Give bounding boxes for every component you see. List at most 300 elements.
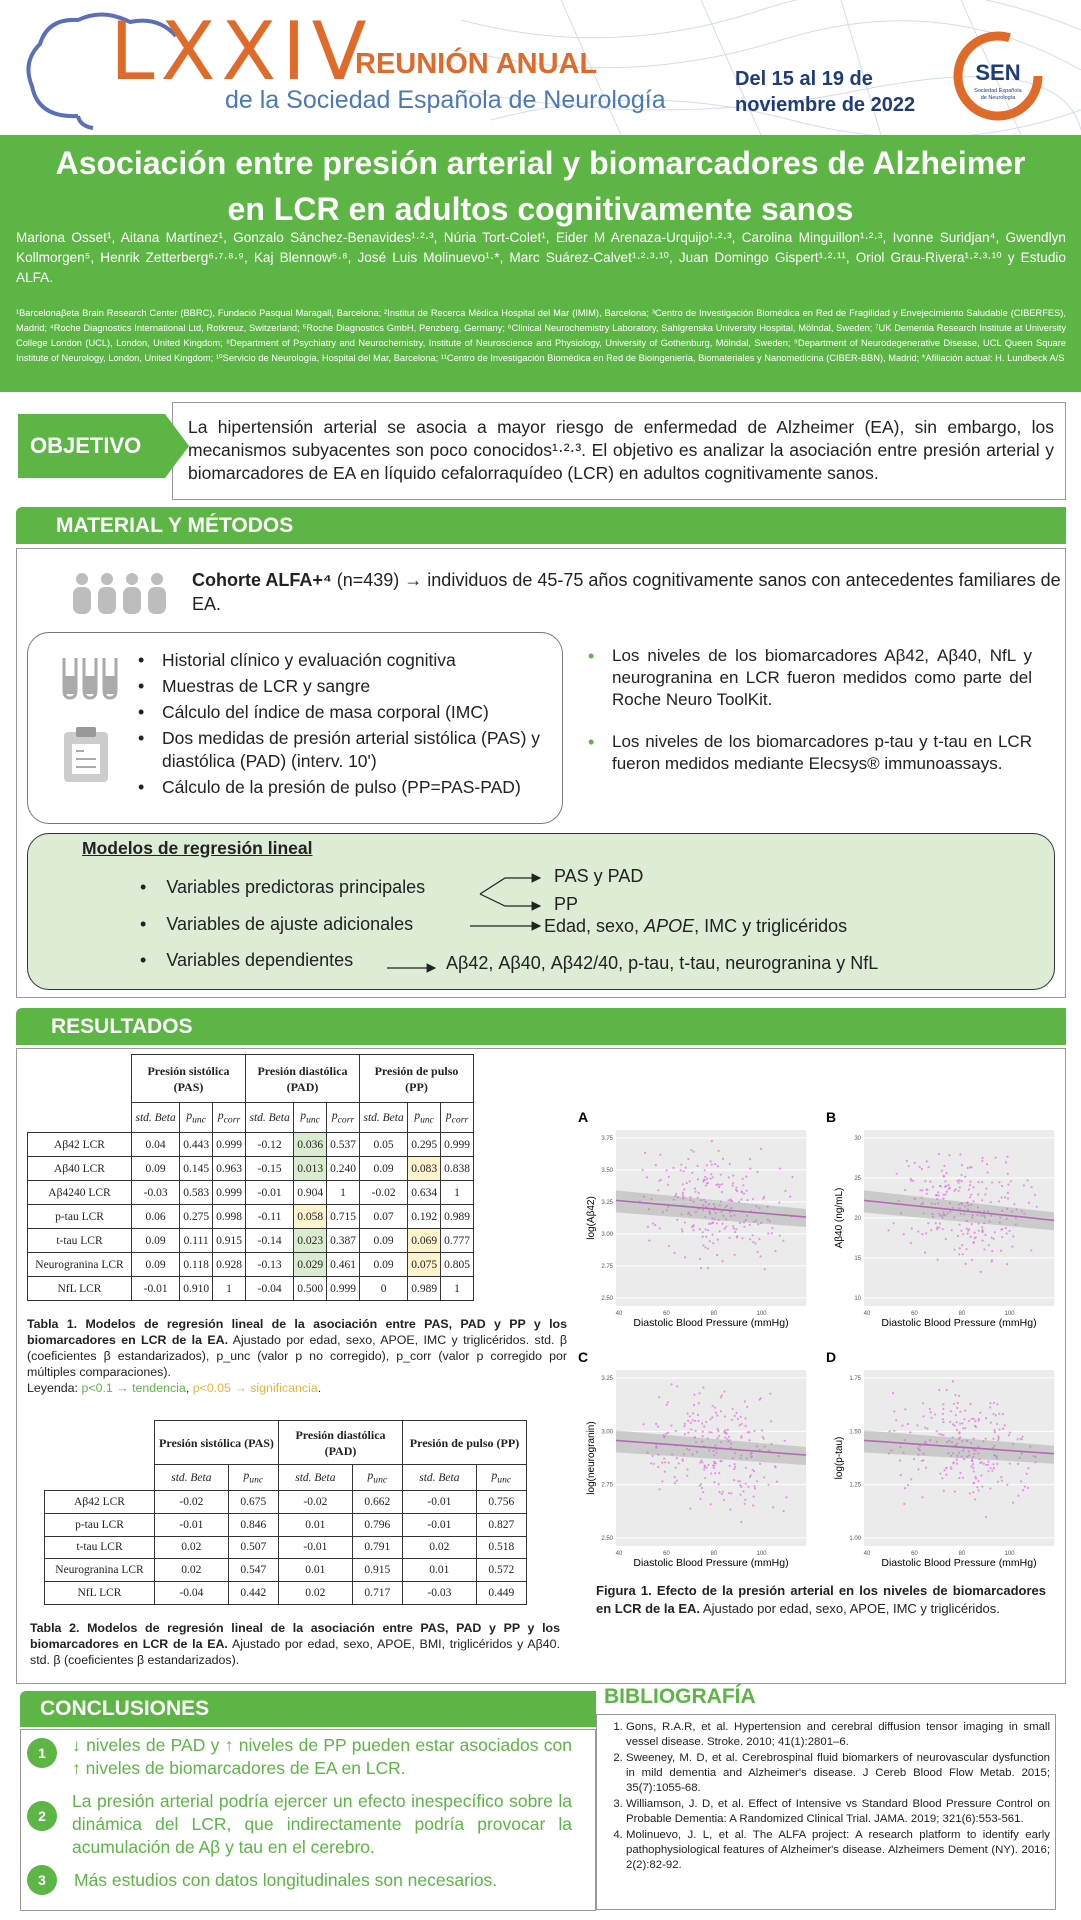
column-subheader: $p_{unc}$ [300, 1109, 320, 1126]
scatter-point [715, 1412, 717, 1414]
scatter-point [771, 1232, 773, 1234]
legend-significance: p<0.05 → significancia [192, 1381, 318, 1395]
reference-item: 4. Molinuevo, J. L, et al. The ALFA project: A research platform to identify early pathophysiological features of Alzheimer's disease. Alzheimers Dement (NY). 2016; 2(2):82-92. [626, 1828, 1050, 1873]
scatter-point [942, 1228, 944, 1230]
table-row [28, 1205, 474, 1229]
scatter-point [717, 1165, 719, 1167]
column-subheader: std. Beta [363, 1111, 404, 1124]
cohort-description [192, 568, 1062, 616]
scatter-point [1000, 1476, 1002, 1478]
scatter-point [760, 1255, 762, 1257]
scatter-point [942, 1198, 944, 1200]
scatter-point [694, 1420, 696, 1422]
scatter-point [757, 1251, 759, 1253]
list-item: • Los niveles de los biomarcadores p-tau y t-tau en LCR fueron medidos mediante Elecsys® immunoassays. [582, 731, 1032, 775]
scatter-point [717, 1239, 719, 1241]
column-group-header: Presión diastólica (PAD) [246, 1055, 360, 1103]
scatter-point [990, 1422, 992, 1424]
scatter-point [892, 1392, 894, 1394]
scatter-point [969, 1403, 971, 1405]
scatter-point [721, 1223, 723, 1225]
scatter-point [703, 1468, 705, 1470]
list-item: • Cálculo de la presión de pulso (PP=PAS-PAD) [132, 776, 562, 799]
scatter-point [650, 1462, 652, 1464]
table-cell: 1 [441, 1277, 474, 1301]
scatter-point [682, 1460, 684, 1462]
scatter-point [925, 1467, 927, 1469]
scatter-point [1012, 1235, 1014, 1237]
scatter-point [984, 1193, 986, 1195]
scatter-point [734, 1463, 736, 1465]
scatter-point [692, 1151, 694, 1153]
scatter-point [712, 1242, 714, 1244]
scatter-point [970, 1465, 972, 1467]
scatter-point [960, 1230, 962, 1232]
scatter-point [732, 1185, 734, 1187]
scatter-point [732, 1408, 734, 1410]
scatter-point [982, 1240, 984, 1242]
scatter-point [741, 1237, 743, 1239]
y-axis-label: log(Aβ42) [586, 1196, 597, 1240]
scatter-point [998, 1428, 1000, 1430]
scatter-point [936, 1430, 938, 1432]
scatter-point [749, 1168, 751, 1170]
table-cell: 0.09 [132, 1157, 180, 1181]
test-tubes-icon [58, 656, 122, 700]
scatter-point [945, 1193, 947, 1195]
scatter-point [966, 1228, 968, 1230]
scatter-point [710, 1178, 712, 1180]
scatter-point [740, 1521, 742, 1523]
scatter-point [959, 1153, 961, 1155]
scatter-point [744, 1503, 746, 1505]
scatter-point [701, 1422, 703, 1424]
scatter-point [745, 1467, 747, 1469]
scatter-point [685, 1167, 687, 1169]
scatter-point [952, 1380, 954, 1382]
row-label: Neurogranina LCR [45, 1559, 155, 1582]
scatter-point [938, 1433, 940, 1435]
table-cell: 0.827 [476, 1513, 526, 1536]
scatter-point [1006, 1156, 1008, 1158]
scatter-point [941, 1477, 943, 1479]
scatter-point [687, 1412, 689, 1414]
scatter-point [1005, 1227, 1007, 1229]
scatter-point [984, 1234, 986, 1236]
table-cell: 0.023 [294, 1229, 327, 1253]
row-label: Aβ42 LCR [45, 1491, 155, 1514]
table-cell: 0.662 [352, 1491, 402, 1514]
methods-header [16, 507, 1066, 544]
scatter-point [733, 1468, 735, 1470]
x-axis-label: Diastolic Blood Pressure (mmHg) [633, 1557, 789, 1569]
scatter-point [981, 1486, 983, 1488]
table-cell: 0.999 [327, 1277, 360, 1301]
table-cell: 0.111 [180, 1229, 213, 1253]
scatter-point [964, 1410, 966, 1412]
table-header-row [45, 1421, 527, 1465]
scatter-point [784, 1440, 786, 1442]
scatter-point [730, 1492, 732, 1494]
scatter-point [942, 1434, 944, 1436]
scatter-point [970, 1194, 972, 1196]
scatter-point [706, 1178, 708, 1180]
scatter-point [718, 1483, 720, 1485]
scatter-point [967, 1167, 969, 1169]
scatter-point [720, 1410, 722, 1412]
scatter-point [987, 1171, 989, 1173]
scatter-point [904, 1189, 906, 1191]
scatter-point [667, 1432, 669, 1434]
scatter-point [959, 1247, 961, 1249]
scatter-point [726, 1438, 728, 1440]
column-subheader: $p_{unc}$ [186, 1109, 206, 1126]
scatter-point [642, 1169, 644, 1171]
svg-text:SEN: SEN [975, 60, 1021, 85]
scatter-point [924, 1427, 926, 1429]
table-cell: 0.058 [294, 1205, 327, 1229]
scatter-point [727, 1199, 729, 1201]
table-cell: 0.999 [441, 1133, 474, 1157]
scatter-point [717, 1437, 719, 1439]
scatter-point [907, 1484, 909, 1486]
scatter-point [987, 1464, 989, 1466]
scatter-point [647, 1226, 649, 1228]
scatter-point [1007, 1183, 1009, 1185]
scatter-point [896, 1173, 898, 1175]
scatter-point [980, 1271, 982, 1273]
x-tick-label: 100 [1004, 1311, 1015, 1317]
scatter-point [962, 1253, 964, 1255]
scatter-point [671, 1383, 673, 1385]
scatter-point [704, 1169, 706, 1171]
event-dates [735, 66, 935, 118]
scatter-point [744, 1499, 746, 1501]
column-subheader: std. Beta [135, 1111, 176, 1124]
scatter-point [997, 1439, 999, 1441]
scatter-point [1001, 1236, 1003, 1238]
scatter-point [740, 1416, 742, 1418]
scatter-point [670, 1425, 672, 1427]
scatter-point [904, 1408, 906, 1410]
scatter-point [901, 1425, 903, 1427]
scatter-point [713, 1461, 715, 1463]
scatter-point [749, 1158, 751, 1160]
scatter-point [971, 1223, 973, 1225]
scatter-point [683, 1170, 685, 1172]
scatter-point [964, 1427, 966, 1429]
scatter-point [993, 1467, 995, 1469]
scatter-point [992, 1463, 994, 1465]
table-row [28, 1157, 474, 1181]
scatter-point [989, 1402, 991, 1404]
table-cell: 0.118 [180, 1253, 213, 1277]
scatter-point [716, 1254, 718, 1256]
scatter-point [700, 1267, 702, 1269]
scatter-point [758, 1238, 760, 1240]
scatter-point [692, 1412, 694, 1414]
table-cell: 0.01 [279, 1559, 353, 1582]
scatter-point [971, 1460, 973, 1462]
scatter-point [992, 1438, 994, 1440]
scatter-point [956, 1459, 958, 1461]
scatter-point [945, 1238, 947, 1240]
scatter-point [925, 1232, 927, 1234]
scatter-point [710, 1160, 712, 1162]
scatter-point [702, 1491, 704, 1493]
scatter-point [937, 1259, 939, 1261]
scatter-point [986, 1163, 988, 1165]
bibliography-list [606, 1720, 1050, 1874]
scatter-point [929, 1181, 931, 1183]
scatter-point [700, 1459, 702, 1461]
scatter-point [702, 1431, 704, 1433]
scatter-point [960, 1180, 962, 1182]
scatter-point [705, 1228, 707, 1230]
scatter-point [735, 1186, 737, 1188]
scatter-point [676, 1385, 678, 1387]
conclusions-header-label: CONCLUSIONES [40, 1697, 210, 1720]
scatter-point [687, 1420, 689, 1422]
y-tick-label: 2.75 [601, 1482, 613, 1489]
scatter-point [955, 1414, 957, 1416]
scatter-point [910, 1242, 912, 1244]
scatter-point [683, 1425, 685, 1427]
table-cell: 0.443 [180, 1133, 213, 1157]
scatter-point [728, 1436, 730, 1438]
scatter-point [969, 1181, 971, 1183]
scatter-point [998, 1200, 1000, 1202]
scatter-point [929, 1408, 931, 1410]
table-cell: -0.04 [155, 1582, 229, 1605]
scatter-point [714, 1407, 716, 1409]
scatter-point [932, 1186, 934, 1188]
scatter-point [699, 1485, 701, 1487]
scatter-point [728, 1492, 730, 1494]
scatter-point [659, 1488, 661, 1490]
scatter-point [956, 1407, 958, 1409]
table-cell: 0.989 [408, 1277, 441, 1301]
scatter-point [991, 1181, 993, 1183]
scatter-point [643, 1423, 645, 1425]
scatter-point [961, 1422, 963, 1424]
column-group-header: Presión de pulso (PP) [360, 1055, 474, 1103]
scatter-point [943, 1490, 945, 1492]
table-cell: 0.02 [155, 1559, 229, 1582]
scatter-point [985, 1188, 987, 1190]
scatter-point [942, 1408, 944, 1410]
scatter-point [699, 1258, 701, 1260]
regression-row-dependent: • Variables dependientes [140, 950, 354, 970]
scatter-point [917, 1230, 919, 1232]
table-cell: 0.915 [213, 1229, 246, 1253]
x-tick-label: 100 [756, 1551, 767, 1557]
scatter-point [1034, 1194, 1036, 1196]
scatter-point [659, 1154, 661, 1156]
scatter-point [706, 1164, 708, 1166]
scatter-point [719, 1491, 721, 1493]
table-cell: 0.083 [408, 1157, 441, 1181]
scatter-point [664, 1471, 666, 1473]
column-subheader: $p_{unc}$ [491, 1469, 512, 1486]
poster-title: Asociación entre presión arterial y biomarcadores de Alzheimer en LCR en adultos cognitivamente sanos [55, 145, 1026, 227]
scatter-point [704, 1176, 706, 1178]
scatter-point [667, 1401, 669, 1403]
table-2-caption-title: Tabla 2. Modelos de regresión lineal de la asociación entre PAS, PAD y PP y los biomarcadores en LCR de la EA. [30, 1621, 560, 1651]
scatter-point [930, 1417, 932, 1419]
scatter-point [749, 1238, 751, 1240]
scatter-point [930, 1229, 932, 1231]
scatter-point [974, 1498, 976, 1500]
scatter-point [743, 1226, 745, 1228]
scatter-point [985, 1516, 987, 1518]
scatter-point [981, 1226, 983, 1228]
scatter-point [753, 1485, 755, 1487]
scatter-point [699, 1228, 701, 1230]
y-axis-label: Aβ40 (ng/mL) [834, 1187, 845, 1249]
table-cell: 0.572 [476, 1559, 526, 1582]
scatter-point [907, 1423, 909, 1425]
scatter-point [958, 1395, 960, 1397]
scatter-point [978, 1420, 980, 1422]
table-cell: -0.01 [132, 1277, 180, 1301]
scatter-point [739, 1494, 741, 1496]
table-cell: 0.715 [327, 1205, 360, 1229]
scatter-point [703, 1425, 705, 1427]
scatter-point [717, 1183, 719, 1185]
scatter-point [652, 1222, 654, 1224]
scatter-point [981, 1231, 983, 1233]
scatter-point [712, 1405, 714, 1407]
scatter-point [678, 1462, 680, 1464]
scatter-point [784, 1190, 786, 1192]
scatter-point [942, 1413, 944, 1415]
scatter-point [938, 1389, 940, 1391]
scatter-point [893, 1222, 895, 1224]
scatter-point [963, 1418, 965, 1420]
scatter-point [903, 1233, 905, 1235]
scatter-point [713, 1481, 715, 1483]
scatter-point [895, 1419, 897, 1421]
scatter-point [740, 1435, 742, 1437]
table-cell: 0.777 [441, 1229, 474, 1253]
scatter-point [709, 1240, 711, 1242]
scatter-point [676, 1219, 678, 1221]
table-cell: 0.029 [294, 1253, 327, 1277]
scatter-point [921, 1496, 923, 1498]
table-row [28, 1277, 474, 1301]
scatter-point [710, 1503, 712, 1505]
scatter-point [746, 1199, 748, 1201]
predictors-label: Variables predictoras principales [166, 877, 426, 897]
scatter-point [919, 1166, 921, 1168]
y-tick-label: 3.25 [601, 1200, 613, 1206]
table-cell: 0.675 [228, 1491, 278, 1514]
legend-label: Leyenda: [27, 1381, 82, 1395]
scatter-point [718, 1435, 720, 1437]
scatter-point [921, 1189, 923, 1191]
y-tick-label: 20 [854, 1216, 861, 1222]
scatter-point [971, 1418, 973, 1420]
objective-label: OBJETIVO [30, 433, 142, 458]
scatter-point [888, 1229, 890, 1231]
scatter-point [938, 1194, 940, 1196]
scatter-point [753, 1496, 755, 1498]
scatter-point [1000, 1250, 1002, 1252]
scatter-point [983, 1463, 985, 1465]
results-header [16, 1008, 1066, 1045]
scatter-point [916, 1424, 918, 1426]
scatter-point [962, 1427, 964, 1429]
scatter-point [958, 1432, 960, 1434]
conclusions-header [20, 1691, 596, 1727]
adjust-text-2: , IMC y triglicéridos [694, 916, 848, 936]
scatter-point [718, 1150, 720, 1152]
scatter-point [954, 1394, 956, 1396]
objective-tag [18, 414, 165, 478]
regression-row-predictors: • Variables predictoras principales [140, 877, 426, 897]
scatter-point [994, 1429, 996, 1431]
table-row [28, 1133, 474, 1157]
scatter-point [963, 1458, 965, 1460]
table-cell: 0.09 [132, 1253, 180, 1277]
table-cell: 0.910 [180, 1277, 213, 1301]
scatter-point [739, 1424, 741, 1426]
scatter-point [914, 1162, 916, 1164]
scatter-point [1006, 1232, 1008, 1234]
scatter-point [948, 1184, 950, 1186]
scatter-point [1011, 1246, 1013, 1248]
scatter-point [957, 1402, 959, 1404]
scatter-point [1019, 1438, 1021, 1440]
scatter-point [1013, 1203, 1015, 1205]
scatter-point [657, 1189, 659, 1191]
scatter-point [713, 1467, 715, 1469]
table-cell: -0.02 [279, 1491, 353, 1514]
scatter-point [706, 1182, 708, 1184]
scatter-point [692, 1225, 694, 1227]
scatter-point [698, 1402, 700, 1404]
table-cell: 0.075 [408, 1253, 441, 1277]
scatter-point [687, 1158, 689, 1160]
scatter-point [900, 1474, 902, 1476]
scatter-point [699, 1461, 701, 1463]
scatter-point [969, 1492, 971, 1494]
scatter-point [906, 1160, 908, 1162]
scatter-point [957, 1235, 959, 1237]
scatter-point [972, 1491, 974, 1493]
scatter-point [664, 1461, 666, 1463]
scatter-point [974, 1232, 976, 1234]
scatter-point [693, 1229, 695, 1231]
scatter-point [752, 1241, 754, 1243]
scatter-point [710, 1173, 712, 1175]
y-tick-label: 25 [854, 1176, 861, 1182]
scatter-point [980, 1474, 982, 1476]
y-axis-label: log(neurogranin) [586, 1421, 597, 1495]
scatter-point [965, 1248, 967, 1250]
scatter-point [674, 1252, 676, 1254]
scatter-point [979, 1462, 981, 1464]
table-cell: 0.928 [213, 1253, 246, 1277]
table-cell: 0.963 [213, 1157, 246, 1181]
table-cell: 0.999 [213, 1133, 246, 1157]
scatter-point [1027, 1487, 1029, 1489]
table-row [45, 1513, 527, 1536]
scatter-point [776, 1481, 778, 1483]
table-cell: 0.449 [476, 1582, 526, 1605]
scatter-point [742, 1178, 744, 1180]
